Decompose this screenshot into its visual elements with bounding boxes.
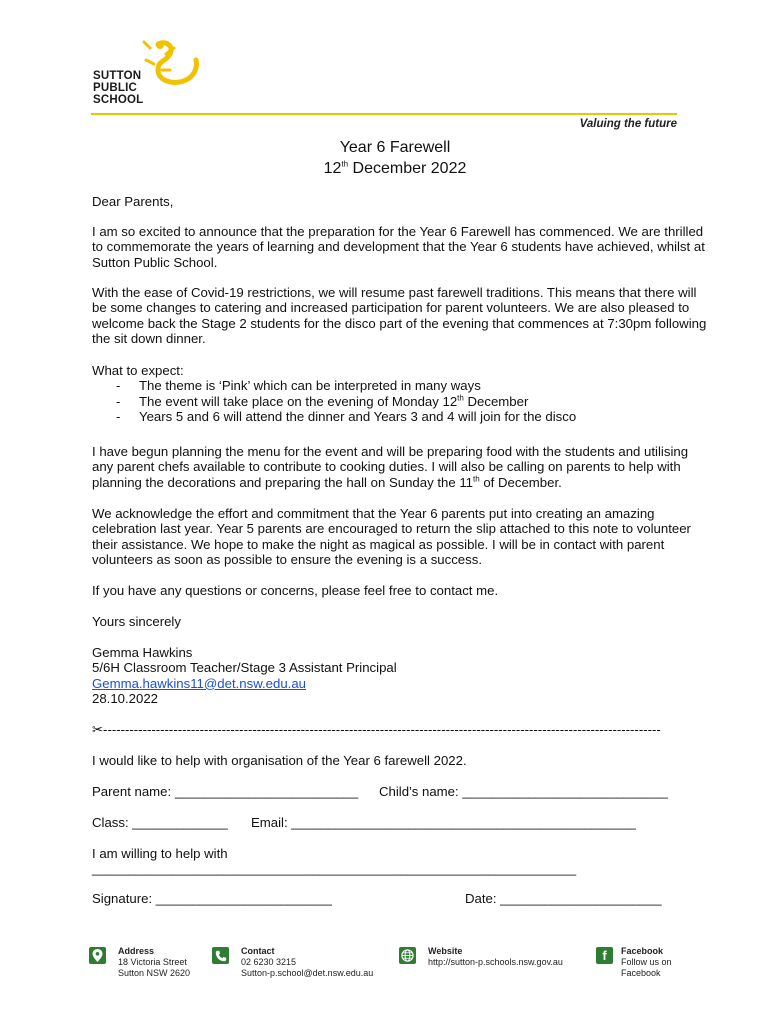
school-name-line2: PUBLIC [93, 82, 138, 94]
footer-address-line2: Sutton NSW 2620 [118, 968, 191, 978]
paragraph-menu [92, 444, 707, 490]
slip-intro: I would like to help with organisation of the Year 6 farewell 2022. [92, 753, 467, 768]
willing-field[interactable]: __________________________________________________________________ [92, 861, 577, 876]
facebook-icon: f [596, 947, 613, 964]
list-item-text-post: December [463, 393, 529, 409]
cut-line: ✂------------------------------------------------------------------------------------------------------------------------------- [92, 722, 661, 737]
list-item-text: Years 5 and 6 will attend the dinner and Years 3 and 4 will join for the disco [139, 409, 577, 425]
list-item-sup: th [457, 393, 464, 403]
footer-website [428, 946, 563, 968]
footer-address-title: Address [118, 946, 155, 956]
school-name-line3: SCHOOL [93, 94, 144, 106]
footer-contact-phone: 02 6230 3215 [241, 957, 297, 967]
footer-address-line1: 18 Victoria Street [118, 957, 187, 967]
globe-icon [399, 947, 416, 964]
letter-title: Year 6 Farewell [339, 139, 451, 156]
list-item-text-pre: The event will take place on the evening of Monday 12 [139, 393, 458, 409]
paragraph-menu-post: of December. [479, 474, 562, 490]
closing: Yours sincerely [92, 614, 181, 629]
footer-contact [241, 946, 373, 979]
signature-name: Gemma Hawkins [92, 645, 193, 660]
footer-facebook-title: Facebook [621, 946, 664, 956]
list-item: - The theme is ‘Pink’ which can be interpreted in many ways [116, 378, 481, 394]
signature-email-link[interactable]: Gemma.hawkins11@det.nsw.edu.au [92, 675, 306, 691]
paragraph-menu-pre: I have begun planning the menu for the event and will be preparing food with the students and utilising any parent chefs available to contribute to cooking duties. I will also be calling on parents to help with planning the decorations and preparing the hall on Sunday the 11 [92, 444, 689, 490]
paragraph-covid: With the ease of Covid-19 restrictions, we will resume past farewell traditions. This means that there will be some changes to catering and increased participation for parent volunteers. We are also pleased to welcome back the Stage 2 students for the disco part of the evening that commences at 7:30pm following the sit down dinner. [92, 285, 707, 347]
list-item: - The event will take place on the evening of Monday 12th December [116, 393, 529, 409]
date-field[interactable]: Date: ______________________ [465, 891, 662, 906]
letter-date [0, 160, 770, 178]
school-tagline: Valuing the future [579, 118, 677, 130]
child-name-field[interactable]: Child’s name: ____________________________ [379, 784, 668, 799]
paragraph-announcement: I am so excited to announce that the preparation for the Year 6 Farewell has commenced. We are thrilled to commemorate the years of learning and development that the Year 6 students have achieved, whilst at Sutton Public School. [92, 224, 705, 270]
paragraph-questions: If you have any questions or concerns, please feel free to contact me. [92, 583, 499, 598]
list-item: - Years 5 and 6 will attend the dinner and Years 3 and 4 will join for the disco [116, 409, 577, 425]
footer-website-link[interactable]: http://sutton-p.schools.nsw.gov.au [428, 957, 563, 967]
list-item-text: The theme is ‘Pink’ which can be interpreted in many ways [139, 378, 481, 394]
expect-heading: What to expect: [92, 363, 184, 378]
footer-address [118, 946, 190, 979]
paragraph-menu-sup: th [473, 474, 480, 484]
footer-facebook-line2[interactable]: Facebook [621, 968, 661, 978]
footer-contact-email[interactable]: Sutton-p.school@det.nsw.edu.au [241, 968, 374, 978]
expect-list [92, 363, 707, 425]
date-suffix: th [341, 159, 349, 169]
class-field[interactable]: Class: _____________ [92, 815, 228, 830]
greeting: Dear Parents, [92, 194, 174, 209]
parent-name-field[interactable]: Parent name: _________________________ [92, 784, 359, 799]
footer-facebook [621, 946, 672, 979]
header-divider [91, 113, 677, 115]
signature-title: 5/6H Classroom Teacher/Stage 3 Assistant Principal [92, 660, 397, 676]
date-rest: December 2022 [348, 160, 467, 177]
footer-facebook-line1[interactable]: Follow us on [621, 957, 672, 967]
school-logo-text [93, 70, 143, 106]
footer-website-title: Website [428, 946, 463, 956]
signature-block [92, 645, 707, 707]
paragraph-acknowledge: We acknowledge the effort and commitment that the Year 6 parents put into creating an amazing celebration last year. Year 5 parents are encouraged to return the slip attached to this note to volunteer their assistance. We hope to make the night as magical as possible. I will be in contact with parent volunteers as soon as possible to ensure the evening is a success. [92, 506, 691, 568]
signature-date: 28.10.2022 [92, 691, 159, 707]
willing-label: I am willing to help with [92, 846, 228, 861]
school-name-line1: SUTTON [93, 70, 142, 82]
location-icon [89, 947, 106, 964]
footer-contact-title: Contact [241, 946, 275, 956]
phone-icon [212, 947, 229, 964]
date-day: 12 [323, 160, 342, 177]
email-field[interactable]: Email: _______________________________________________ [251, 815, 637, 830]
signature-field[interactable]: Signature: ________________________ [92, 891, 332, 906]
